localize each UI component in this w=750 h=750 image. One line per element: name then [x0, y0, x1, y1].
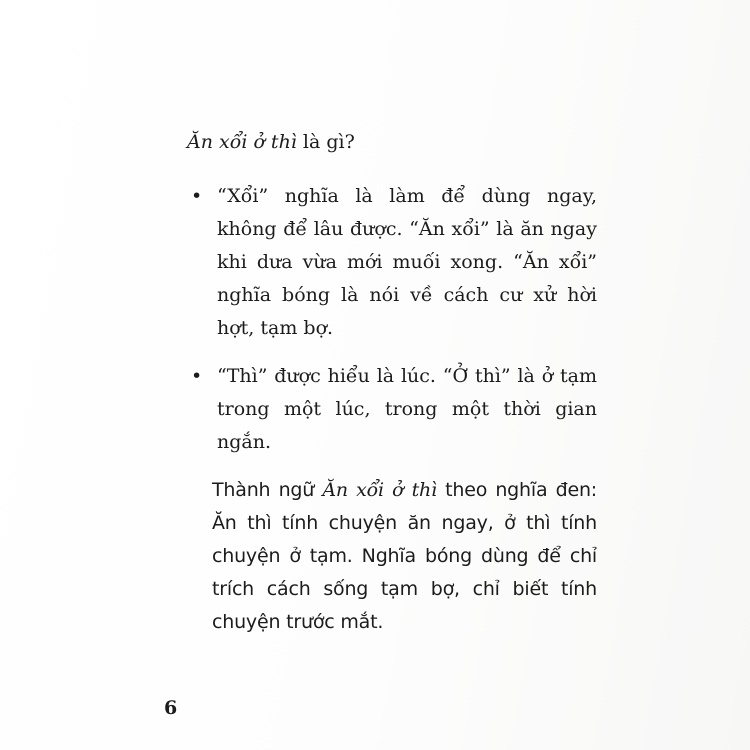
question-term: Ăn xổi ở thì — [187, 131, 297, 153]
definition-list — [187, 180, 597, 459]
list-item — [187, 360, 597, 459]
page-number: 6 — [164, 697, 178, 719]
bullet-icon: • — [191, 365, 203, 387]
paragraph-suffix: theo nghĩa đen: Ăn thì tính chuyện ăn ngay, ở thì tính chuyện ở tạm. Nghĩa bóng dùng để chỉ trích cách sống tạm bợ, chỉ biết tính chuyện trước mắt. — [212, 479, 598, 633]
list-item-text: “Xổi” nghĩa là làm để dùng ngay, không để lâu được. “Ăn xổi” là ăn ngay khi dưa vừa mới muối xong. “Ăn xổi” nghĩa bóng là nói về cách cư xử hời hợt, tạm bợ. — [217, 185, 597, 339]
explanation-paragraph — [212, 474, 597, 639]
list-item — [187, 180, 597, 345]
question-suffix: là gì? — [296, 131, 355, 153]
paragraph-term: Ăn xổi ở thì — [322, 479, 437, 501]
question-heading — [187, 126, 597, 159]
list-item-text: “Thì” được hiểu là lúc. “Ở thì” là ở tạm trong một lúc, trong một thời gian ngắn. — [217, 365, 597, 453]
page-content — [187, 126, 597, 639]
bullet-icon: • — [191, 185, 203, 207]
paragraph-prefix: Thành ngữ — [212, 479, 323, 501]
